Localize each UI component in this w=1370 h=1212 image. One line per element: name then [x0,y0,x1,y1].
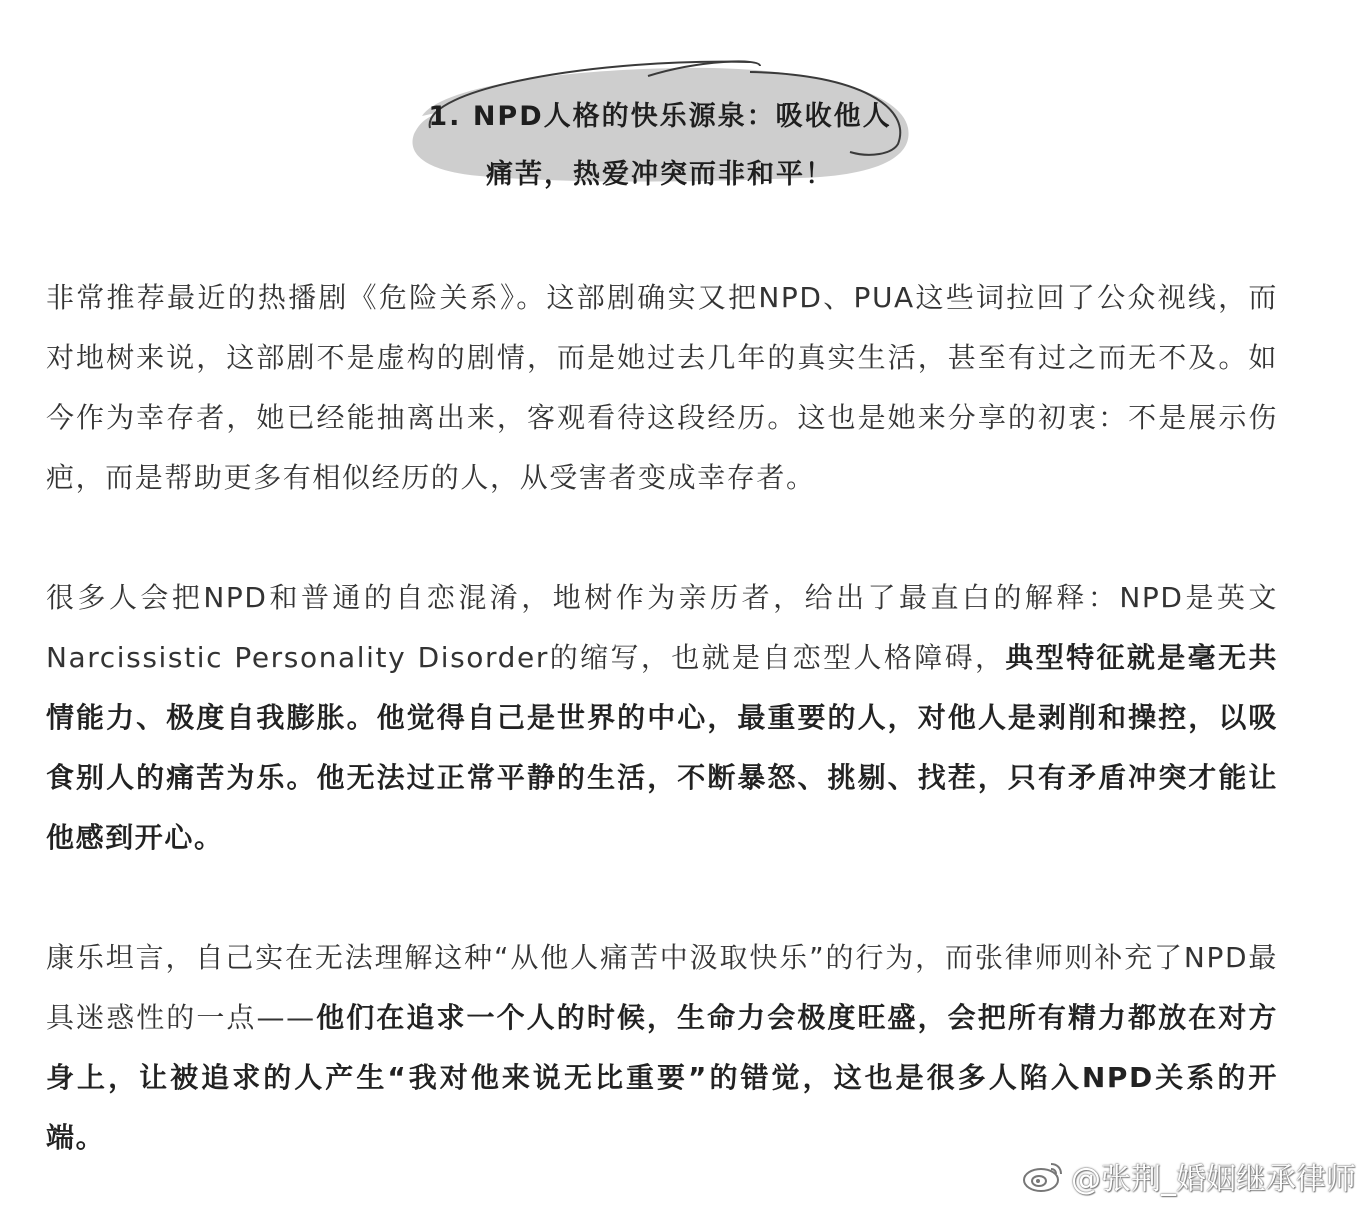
watermark [1021,1154,1356,1198]
heading-line-2: 痛苦，热爱冲突而非和平！ [486,159,834,190]
paragraph-3-bold-text: 他们在追求一个人的时候，生命力会极度旺盛，会把所有精力都放在对方身上，让被追求的人产生“我对他来说无比重要”的错觉，这也是很多人陷入NPD关系的开端。 [46,1001,1278,1154]
paragraph-3 [46,928,1278,1168]
weibo-icon [1021,1158,1065,1194]
paragraph-2-text: 很多人会把NPD和普通的自恋混淆，地树作为亲历者，给出了最直白的解释：NPD是英文Narcissistic Personality Disorder的缩写，也就是自恋型人格障碍， [46,581,1278,674]
paragraph-3-text: 康乐坦言，自己实在无法理解这种“从他人痛苦中汲取快乐”的行为，而张律师则补充了NPD最具迷惑性的一点—— [46,941,1278,1034]
paragraph-1-text: 非常推荐最近的热播剧《危险关系》。这部剧确实又把NPD、PUA这些词拉回了公众视线，而对地树来说，这部剧不是虚构的剧情，而是她过去几年的真实生活，甚至有过之而无不及。如今作为幸存者，她已经能抽离出来，客观看待这段经历。这也是她来分享的初衷：不是展示伤疤，而是帮助更多有相似经历的人，从受害者变成幸存者。 [46,281,1278,494]
section-heading [400,48,920,198]
paragraph-2 [46,568,1278,868]
paragraph-2-bold-text: 典型特征就是毫无共情能力、极度自我膨胀。他觉得自己是世界的中心，最重要的人，对他人是剥削和操控，以吸食别人的痛苦为乐。他无法过正常平静的生活，不断暴怒、挑剔、找茬，只有矛盾冲突才能让他感到开心。 [46,641,1278,854]
heading-line-1: 1. NPD人格的快乐源泉：吸收他人 [428,101,892,132]
paragraph-1 [46,268,1278,508]
watermark-text: @张荆_婚姻继承律师 [1071,1162,1356,1197]
